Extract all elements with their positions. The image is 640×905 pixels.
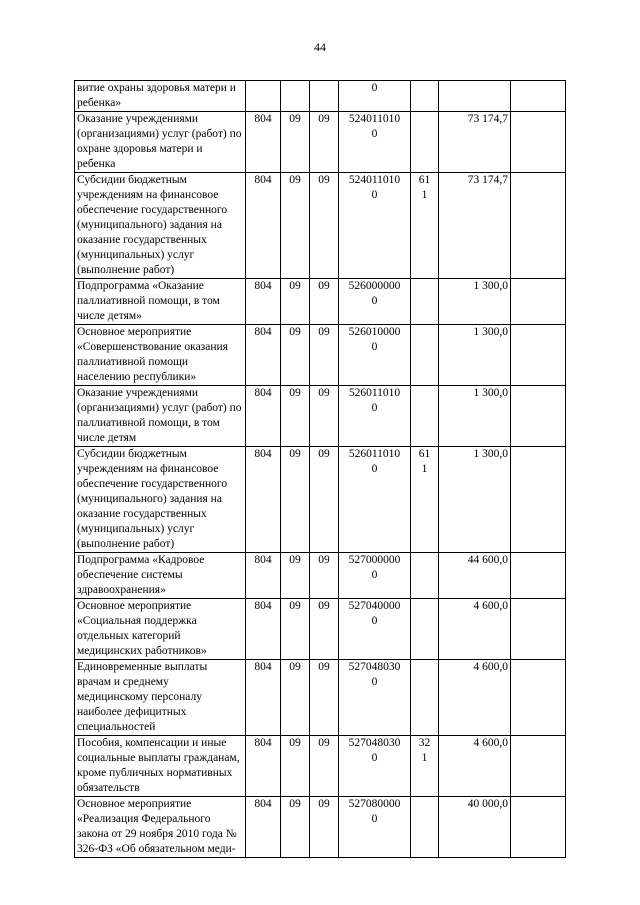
section-code-cell: [281, 81, 310, 112]
row-name-cell: Субсидии бюджетным учреждениям на финансовое обеспечение государственного (муниципального) задания на оказание государственных (муниципальных) услуг (выполнение работ): [75, 173, 246, 279]
amount-cell: 1 300,0: [439, 386, 511, 447]
extra-cell: [511, 553, 566, 599]
extra-cell: [511, 112, 566, 173]
target-article-cell: 527040000 0: [339, 599, 411, 660]
table-row: [75, 386, 566, 447]
target-article-cell: 527000000 0: [339, 553, 411, 599]
amount-cell: 73 174,7: [439, 112, 511, 173]
target-article-cell: 524011010 0: [339, 173, 411, 279]
target-article-cell: 0: [339, 81, 411, 112]
amount-cell: 1 300,0: [439, 447, 511, 553]
amount-cell: 40 000,0: [439, 797, 511, 858]
expense-type-cell: 61 1: [411, 173, 439, 279]
ministry-code-cell: [246, 81, 281, 112]
section-code-cell: 09: [281, 660, 310, 736]
amount-cell: 4 600,0: [439, 660, 511, 736]
subsection-code-cell: 09: [310, 279, 339, 325]
target-article-cell: 527048030 0: [339, 736, 411, 797]
amount-cell: 1 300,0: [439, 325, 511, 386]
ministry-code-cell: 804: [246, 112, 281, 173]
extra-cell: [511, 325, 566, 386]
section-code-cell: 09: [281, 797, 310, 858]
table-row: [75, 797, 566, 858]
subsection-code-cell: 09: [310, 447, 339, 553]
amount-cell: [439, 81, 511, 112]
section-code-cell: 09: [281, 325, 310, 386]
expense-type-cell: [411, 279, 439, 325]
ministry-code-cell: 804: [246, 447, 281, 553]
extra-cell: [511, 736, 566, 797]
subsection-code-cell: 09: [310, 736, 339, 797]
subsection-code-cell: [310, 81, 339, 112]
target-article-cell: 526011010 0: [339, 386, 411, 447]
ministry-code-cell: 804: [246, 553, 281, 599]
extra-cell: [511, 81, 566, 112]
subsection-code-cell: 09: [310, 660, 339, 736]
subsection-code-cell: 09: [310, 325, 339, 386]
ministry-code-cell: 804: [246, 599, 281, 660]
subsection-code-cell: 09: [310, 112, 339, 173]
ministry-code-cell: 804: [246, 325, 281, 386]
expense-type-cell: [411, 660, 439, 736]
section-code-cell: 09: [281, 112, 310, 173]
ministry-code-cell: 804: [246, 797, 281, 858]
amount-cell: 4 600,0: [439, 736, 511, 797]
amount-cell: 4 600,0: [439, 599, 511, 660]
target-article-cell: 527048030 0: [339, 660, 411, 736]
section-code-cell: 09: [281, 386, 310, 447]
table-row: [75, 736, 566, 797]
row-name-cell: Пособия, компенсации и иные социальные выплаты гражданам, кроме публичных нормативных обязательств: [75, 736, 246, 797]
expense-type-cell: 61 1: [411, 447, 439, 553]
ministry-code-cell: 804: [246, 386, 281, 447]
expense-type-cell: [411, 386, 439, 447]
table-row: [75, 173, 566, 279]
expense-type-cell: 32 1: [411, 736, 439, 797]
row-name-cell: Субсидии бюджетным учреждениям на финансовое обеспечение государственного (муниципального) задания на оказание государственных (муниципальных) услуг (выполнение работ): [75, 447, 246, 553]
section-code-cell: 09: [281, 279, 310, 325]
row-name-cell: Подпрограмма «Кадровое обеспечение системы здравоохранения»: [75, 553, 246, 599]
expense-type-cell: [411, 81, 439, 112]
section-code-cell: 09: [281, 447, 310, 553]
budget-table: [74, 80, 566, 858]
target-article-cell: 526011010 0: [339, 447, 411, 553]
expense-type-cell: [411, 325, 439, 386]
expense-type-cell: [411, 797, 439, 858]
section-code-cell: 09: [281, 736, 310, 797]
section-code-cell: 09: [281, 173, 310, 279]
row-name-cell: Оказание учреждениями (организациями) услуг (работ) по охране здоровья матери и ребенка: [75, 112, 246, 173]
table-row: [75, 279, 566, 325]
table-row: [75, 81, 566, 112]
extra-cell: [511, 599, 566, 660]
subsection-code-cell: 09: [310, 553, 339, 599]
target-article-cell: 524011010 0: [339, 112, 411, 173]
extra-cell: [511, 173, 566, 279]
extra-cell: [511, 279, 566, 325]
extra-cell: [511, 660, 566, 736]
target-article-cell: 527080000 0: [339, 797, 411, 858]
table-row: [75, 599, 566, 660]
target-article-cell: 526010000 0: [339, 325, 411, 386]
ministry-code-cell: 804: [246, 279, 281, 325]
table-row: [75, 112, 566, 173]
section-code-cell: 09: [281, 599, 310, 660]
ministry-code-cell: 804: [246, 660, 281, 736]
subsection-code-cell: 09: [310, 173, 339, 279]
table-row: [75, 447, 566, 553]
section-code-cell: 09: [281, 553, 310, 599]
target-article-cell: 526000000 0: [339, 279, 411, 325]
ministry-code-cell: 804: [246, 173, 281, 279]
subsection-code-cell: 09: [310, 386, 339, 447]
row-name-cell: Основное мероприятие «Совершенствование оказания паллиативной помощи населению республики»: [75, 325, 246, 386]
extra-cell: [511, 447, 566, 553]
ministry-code-cell: 804: [246, 736, 281, 797]
table-row: [75, 553, 566, 599]
amount-cell: 73 174,7: [439, 173, 511, 279]
extra-cell: [511, 797, 566, 858]
page-number: 44: [314, 40, 326, 54]
amount-cell: 1 300,0: [439, 279, 511, 325]
extra-cell: [511, 386, 566, 447]
table-row: [75, 660, 566, 736]
subsection-code-cell: 09: [310, 797, 339, 858]
row-name-cell: Единовременные выплаты врачам и среднему медицинскому персоналу наиболее дефицитных специальностей: [75, 660, 246, 736]
subsection-code-cell: 09: [310, 599, 339, 660]
row-name-cell: Основное мероприятие «Реализация Федерального закона от 29 ноября 2010 года № 326-ФЗ «Об обязательном меди-: [75, 797, 246, 858]
row-name-cell: Основное мероприятие «Социальная поддержка отдельных категорий медицинских работников»: [75, 599, 246, 660]
expense-type-cell: [411, 553, 439, 599]
expense-type-cell: [411, 599, 439, 660]
row-name-cell: витие охраны здоровья матери и ребенка»: [75, 81, 246, 112]
amount-cell: 44 600,0: [439, 553, 511, 599]
expense-type-cell: [411, 112, 439, 173]
row-name-cell: Подпрограмма «Оказание паллиативной помощи, в том числе детям»: [75, 279, 246, 325]
table-row: [75, 325, 566, 386]
row-name-cell: Оказание учреждениями (организациями) услуг (работ) по паллиативной помощи, в том числе детям: [75, 386, 246, 447]
